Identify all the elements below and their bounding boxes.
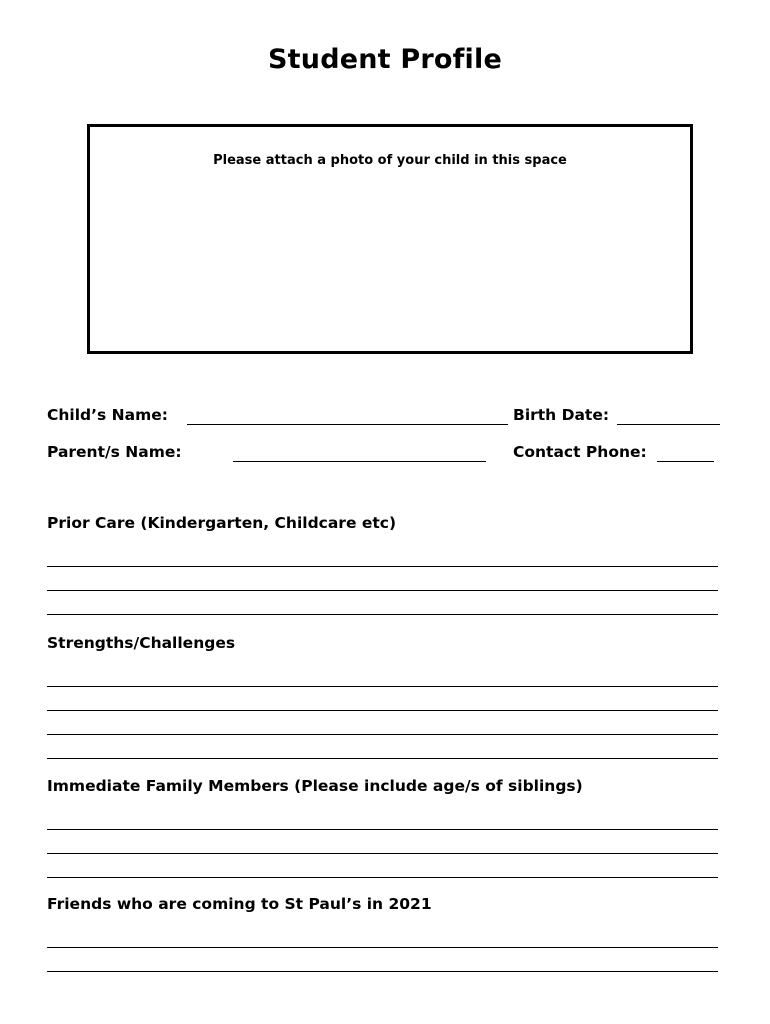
strengths-line-3[interactable]: [47, 734, 718, 735]
parent-name-field[interactable]: [233, 461, 486, 462]
family-line-3[interactable]: [47, 877, 718, 878]
contact-phone-field[interactable]: [657, 461, 714, 462]
family-line-2[interactable]: [47, 853, 718, 854]
parent-name-label: Parent/s Name:: [47, 443, 182, 461]
birth-date-field[interactable]: [617, 424, 720, 425]
strengths-line-2[interactable]: [47, 710, 718, 711]
prior-care-line-2[interactable]: [47, 590, 718, 591]
child-name-field[interactable]: [187, 424, 508, 425]
birth-date-label: Birth Date:: [513, 406, 610, 424]
photo-instruction: Please attach a photo of your child in this space: [213, 153, 567, 168]
prior-care-heading: Prior Care (Kindergarten, Childcare etc): [47, 514, 397, 532]
prior-care-line-1[interactable]: [47, 566, 718, 567]
contact-phone-label: Contact Phone:: [513, 443, 647, 461]
family-heading: Immediate Family Members (Please include age/s of siblings): [47, 777, 583, 795]
friends-line-1[interactable]: [47, 947, 718, 948]
page-title: Student Profile: [268, 44, 502, 75]
strengths-heading: Strengths/Challenges: [47, 634, 236, 652]
friends-heading: Friends who are coming to St Paul’s in 2021: [47, 895, 432, 913]
strengths-line-1[interactable]: [47, 686, 718, 687]
strengths-line-4[interactable]: [47, 758, 718, 759]
photo-attachment-box: [87, 124, 693, 354]
friends-line-2[interactable]: [47, 971, 718, 972]
child-name-label: Child’s Name:: [47, 406, 168, 424]
family-line-1[interactable]: [47, 829, 718, 830]
prior-care-line-3[interactable]: [47, 614, 718, 615]
